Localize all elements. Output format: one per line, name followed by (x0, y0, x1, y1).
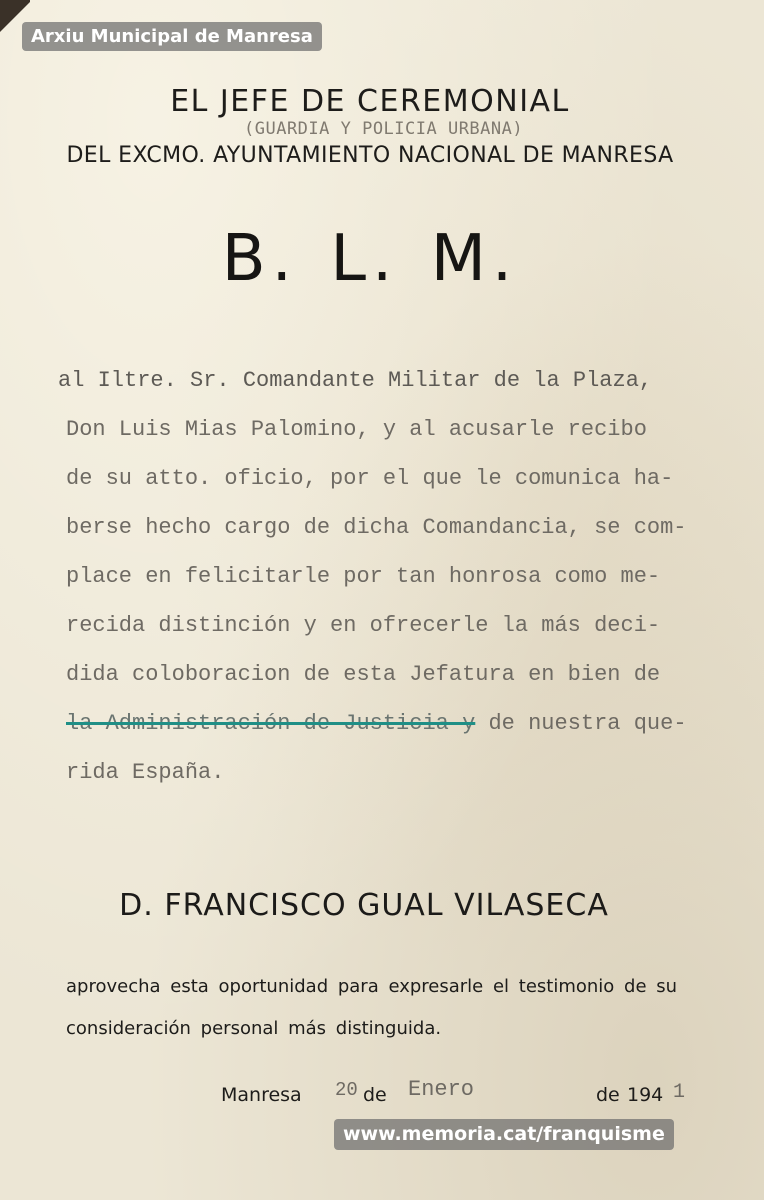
date-preposition: de (363, 1084, 387, 1106)
closing-formula (66, 966, 716, 1050)
date-month: Enero (408, 1077, 475, 1102)
date-year-printed: 194 (627, 1084, 664, 1106)
typed-line: al Iltre. Sr. Comandante Militar de la Plaza, (58, 368, 653, 393)
typed-line: Don Luis Mias Palomino, y al acusarle recibo (66, 417, 647, 442)
date-preposition: de (596, 1084, 620, 1106)
signer-name: D. FRANCISCO GUAL VILASECA (119, 888, 609, 923)
archive-watermark: Arxiu Municipal de Manresa (22, 22, 322, 51)
institution-name: DEL EXCMO. AYUNTAMIENTO NACIONAL DE MANRESA (66, 143, 674, 168)
date-place: Manresa (221, 1084, 302, 1106)
typed-line: dida coloboracion de esta Jefatura en bien de (66, 662, 661, 687)
blm-monogram: B. L. M. (221, 222, 519, 296)
typed-line: de su atto. oficio, por el que le comunica ha- (66, 466, 674, 491)
website-watermark: www.memoria.cat/franquisme (334, 1119, 674, 1150)
typed-line-remainder: de nuestra que- (475, 711, 687, 736)
typed-line: rida España. (66, 760, 225, 785)
closing-line: consideración personal más distinguida. (66, 1018, 442, 1039)
struck-out-text: la Administración de Justicia y (66, 711, 476, 736)
typed-line-with-strikeout (66, 699, 756, 748)
stamped-subtitle: (GUARDIA Y POLICIA URBANA) (244, 119, 524, 139)
typed-message (58, 356, 756, 797)
typed-line: berse hecho cargo de dicha Comandancia, se com- (66, 515, 687, 540)
date-day: 20 (335, 1079, 358, 1101)
typed-line: recida distinción y en ofrecerle la más deci- (66, 613, 661, 638)
date-year-typed: 1 (673, 1081, 686, 1104)
document-title: EL JEFE DE CEREMONIAL (170, 84, 570, 119)
date-line (0, 1075, 764, 1115)
typed-line: place en felicitarle por tan honrosa como me- (66, 564, 661, 589)
closing-line: aprovecha esta oportunidad para expresarle el testimonio de su (66, 976, 678, 997)
